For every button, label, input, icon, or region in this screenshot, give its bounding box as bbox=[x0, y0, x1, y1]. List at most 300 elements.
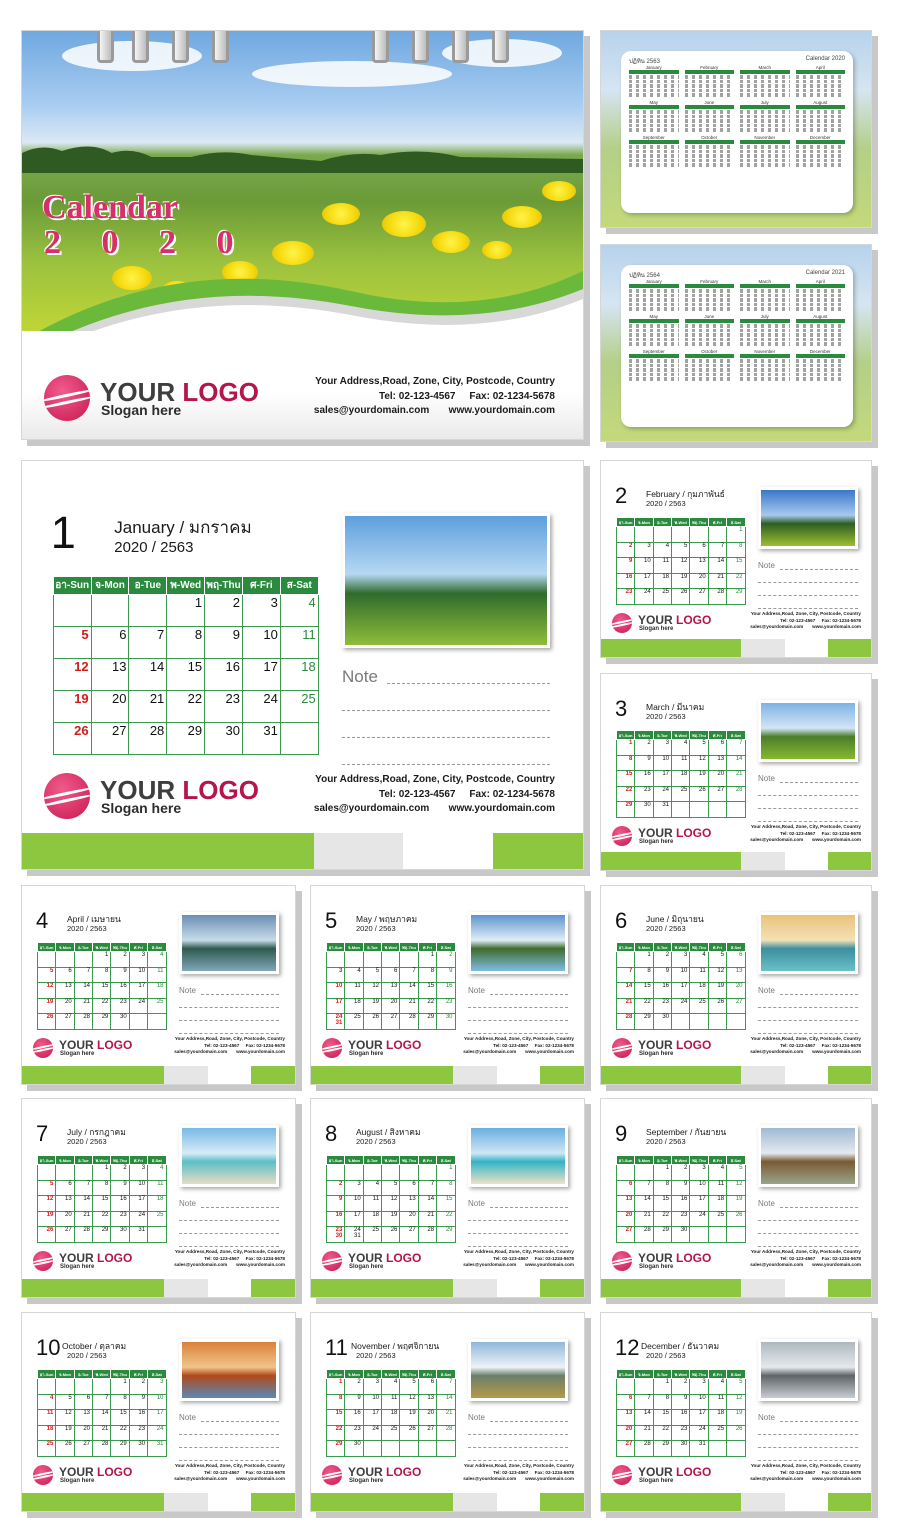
month-number: 10 bbox=[36, 1335, 61, 1360]
day-cell: 12 bbox=[38, 1196, 56, 1212]
footer-bar bbox=[311, 1493, 584, 1511]
weekday-header: พฤ-Thu bbox=[400, 1156, 418, 1165]
day-cell: 5 bbox=[38, 1180, 56, 1196]
day-cell: 15 bbox=[635, 983, 653, 999]
day-cell bbox=[708, 1227, 726, 1243]
day-cell: 6 bbox=[56, 1180, 74, 1196]
mini-month bbox=[740, 135, 790, 167]
mini-month-name: June bbox=[704, 99, 715, 105]
month-number: 1 bbox=[50, 507, 76, 559]
day-cell: 4 bbox=[363, 1180, 381, 1196]
month-title: December / ธันวาคม bbox=[641, 1341, 720, 1351]
day-cell bbox=[690, 802, 708, 818]
footer-bar-segment bbox=[251, 1493, 295, 1511]
year-card-2021 bbox=[600, 244, 872, 442]
weekday-header: พฤ-Thu bbox=[111, 1370, 129, 1379]
day-cell: 16 bbox=[327, 1211, 345, 1227]
weekday-header: อ-Tue bbox=[363, 943, 381, 952]
day-cell: 6 bbox=[74, 1394, 92, 1410]
day-cell: 8 bbox=[437, 1180, 455, 1196]
footer-bar bbox=[311, 1279, 584, 1297]
day-cell: 6 bbox=[56, 967, 74, 983]
day-cell bbox=[727, 1227, 745, 1243]
day-cell: 30 bbox=[345, 1441, 363, 1457]
mini-month bbox=[796, 349, 846, 381]
weekday-header: ส-Sat bbox=[437, 1370, 455, 1379]
day-cell: 18 bbox=[382, 1410, 400, 1426]
day-cell: 31 bbox=[129, 1227, 147, 1243]
contact-info: Your Address,Road, Zone, City, Postcode, Country Tel: 02-123-4567 Fax: 02-1234-5678 sales@yourdomain.com www.yourdomain.com bbox=[313, 376, 555, 416]
note-line bbox=[468, 1447, 568, 1448]
footer-bar-segment bbox=[22, 1066, 164, 1084]
footer-bar-segment bbox=[785, 1279, 828, 1297]
day-cell: 16 bbox=[672, 1410, 690, 1426]
note-line bbox=[468, 1460, 568, 1461]
contact-tel-fax: Tel: 02-123-4567 Fax: 02-1234-5678 bbox=[493, 1255, 574, 1261]
day-cell: 24 bbox=[690, 1425, 708, 1441]
day-cell: 15 bbox=[93, 983, 111, 999]
contact-address: Your Address,Road, Zone, City, Postcode, Country bbox=[463, 1036, 574, 1041]
day-cell: 11 bbox=[148, 967, 166, 983]
weekday-header: อ-Tue bbox=[129, 576, 167, 594]
day-cell: 13 bbox=[418, 1394, 436, 1410]
weekday-header: อ-Tue bbox=[653, 518, 671, 527]
day-cell: 5 bbox=[727, 1165, 745, 1181]
footer-bar-segment bbox=[785, 852, 828, 870]
day-cell: 8 bbox=[167, 626, 205, 658]
month-title: August / สิงหาคม bbox=[356, 1127, 421, 1137]
contact-email-web: sales@yourdomain.com www.yourdomain.com bbox=[174, 1476, 285, 1482]
weekday-header: ศ-Fri bbox=[242, 576, 280, 594]
day-cell: 18 bbox=[148, 983, 166, 999]
logo-your: YOUR bbox=[638, 613, 673, 627]
footer-bar-segment bbox=[741, 1493, 784, 1511]
day-cell: 9 bbox=[345, 1394, 363, 1410]
contact-email-web: sales@yourdomain.com www.yourdomain.com bbox=[750, 624, 861, 630]
day-cell: 10 bbox=[690, 1394, 708, 1410]
day-cell: 6 bbox=[708, 740, 726, 756]
day-cell bbox=[418, 1441, 436, 1457]
weekday-header: พฤ-Thu bbox=[111, 943, 129, 952]
day-cell: 21 bbox=[74, 1211, 92, 1227]
month-year: 2020 / 2563 bbox=[646, 499, 686, 508]
day-cell: 7 bbox=[617, 967, 635, 983]
day-cell: 3 bbox=[672, 952, 690, 968]
note-line bbox=[201, 994, 279, 995]
day-cell: 18 bbox=[708, 1196, 726, 1212]
weekday-header: จ-Mon bbox=[635, 518, 653, 527]
day-cell: 22 bbox=[327, 1425, 345, 1441]
day-cell: 16 bbox=[345, 1410, 363, 1426]
day-cell bbox=[672, 527, 690, 543]
note-label: Note bbox=[468, 1413, 485, 1422]
day-cell: 10 bbox=[148, 1394, 166, 1410]
note-label: Note bbox=[179, 986, 196, 995]
day-cell: 23 bbox=[111, 998, 129, 1014]
day-cell: 8 bbox=[635, 967, 653, 983]
mini-month-name: December bbox=[809, 348, 831, 354]
weekday-header: อ-Tue bbox=[653, 943, 671, 952]
day-cell bbox=[727, 1014, 745, 1030]
weekday-header: อ-Tue bbox=[653, 1370, 671, 1379]
day-cell: 5 bbox=[38, 967, 56, 983]
day-cell: 18 bbox=[280, 658, 318, 690]
day-cell: 13 bbox=[617, 1196, 635, 1212]
slogan: Slogan here bbox=[349, 1478, 384, 1484]
day-cell: 21 bbox=[635, 1425, 653, 1441]
weekday-header: พ-Wed bbox=[672, 518, 690, 527]
day-cell bbox=[617, 1165, 635, 1181]
weekday-header: ส-Sat bbox=[727, 518, 745, 527]
day-cell: 23 bbox=[635, 786, 653, 802]
day-cell: 26 bbox=[727, 1211, 745, 1227]
day-cell: 5 bbox=[690, 740, 708, 756]
slogan: Slogan here bbox=[639, 839, 674, 845]
day-cell: 5 bbox=[672, 542, 690, 558]
mini-month-name: November bbox=[754, 348, 776, 354]
weekday-header: อ-Tue bbox=[363, 1156, 381, 1165]
day-cell: 21 bbox=[400, 998, 418, 1014]
footer-bar-segment bbox=[164, 1493, 208, 1511]
weekday-header: พ-Wed bbox=[93, 943, 111, 952]
day-cell: 1 bbox=[327, 1379, 345, 1395]
note-line bbox=[201, 1421, 279, 1422]
logo-icon bbox=[44, 773, 90, 819]
day-cell: 7 bbox=[400, 967, 418, 983]
weekday-header: อา-Sun bbox=[617, 1370, 635, 1379]
day-cell: 1 bbox=[167, 594, 205, 626]
day-cell: 14 bbox=[617, 983, 635, 999]
mini-month-name: July bbox=[760, 99, 769, 105]
day-cell bbox=[690, 1227, 708, 1243]
footer-bar-segment bbox=[601, 1066, 741, 1084]
day-cell: 26 bbox=[38, 1227, 56, 1243]
binding-ring bbox=[372, 30, 389, 63]
contact-address: Your Address,Road, Zone, City, Postcode, Country bbox=[174, 1249, 285, 1254]
month-year: 2020 / 2563 bbox=[356, 1137, 396, 1146]
day-cell: 20 bbox=[690, 573, 708, 589]
day-cell bbox=[400, 952, 418, 968]
cover-title: Calendar bbox=[42, 189, 178, 226]
weekday-header: อา-Sun bbox=[38, 1156, 56, 1165]
day-cell: 2 bbox=[327, 1180, 345, 1196]
day-cell: 13 bbox=[74, 1410, 92, 1426]
note-line bbox=[342, 737, 550, 738]
logo-logo: LOGO bbox=[386, 1251, 422, 1265]
day-cell bbox=[382, 1165, 400, 1181]
day-cell: 3 bbox=[345, 1180, 363, 1196]
day-cell: 27 bbox=[91, 722, 129, 754]
day-cell: 19 bbox=[690, 771, 708, 787]
calendar-grid bbox=[326, 942, 456, 1030]
mini-month bbox=[685, 135, 735, 167]
logo-logo: LOGO bbox=[676, 613, 712, 627]
month-number: 11 bbox=[325, 1335, 348, 1360]
day-cell: 20 bbox=[708, 771, 726, 787]
month-number: 12 bbox=[615, 1335, 640, 1360]
contact-info bbox=[463, 1249, 574, 1269]
day-cell: 29 bbox=[727, 589, 745, 605]
day-cell: 26 bbox=[38, 1014, 56, 1030]
logo-logo: LOGO bbox=[676, 1251, 712, 1265]
month-card bbox=[310, 1312, 585, 1512]
day-cell: 13 bbox=[690, 558, 708, 574]
contact-address: Your Address,Road, Zone, City, Postcode, Country bbox=[750, 824, 861, 829]
logo-logo: LOGO bbox=[386, 1038, 422, 1052]
binding-ring bbox=[212, 30, 229, 63]
day-cell bbox=[617, 1379, 635, 1395]
day-cell: 16 bbox=[437, 983, 455, 999]
day-cell: 7 bbox=[93, 1394, 111, 1410]
day-cell: 19 bbox=[672, 573, 690, 589]
footer-bar-segment bbox=[497, 1493, 541, 1511]
day-cell: 15 bbox=[167, 658, 205, 690]
footer-bar-segment bbox=[493, 833, 583, 869]
day-cell: 15 bbox=[418, 983, 436, 999]
weekday-header: ส-Sat bbox=[148, 943, 166, 952]
mini-month-name: September bbox=[642, 348, 665, 354]
note-line bbox=[179, 1460, 279, 1461]
day-cell: 15 bbox=[653, 1196, 671, 1212]
binding-ring bbox=[132, 30, 149, 63]
day-cell: 13 bbox=[400, 1196, 418, 1212]
day-cell: 18 bbox=[363, 1211, 381, 1227]
day-cell bbox=[672, 1014, 690, 1030]
day-cell: 23 bbox=[653, 998, 671, 1014]
contact-info bbox=[314, 773, 555, 817]
day-cell: 12 bbox=[363, 983, 381, 999]
footer-bar bbox=[601, 639, 871, 657]
day-cell bbox=[690, 527, 708, 543]
day-cell: 2 bbox=[672, 1165, 690, 1181]
day-cell: 10 bbox=[327, 983, 345, 999]
calendar-grid bbox=[53, 576, 319, 755]
day-cell: 11 bbox=[363, 1196, 381, 1212]
calendar-grid bbox=[37, 942, 167, 1030]
day-cell: 28 bbox=[74, 1227, 92, 1243]
contact-tel-fax: Tel: 02-123-4567 Fax: 02-1234-5678 bbox=[780, 1042, 861, 1048]
day-cell bbox=[727, 1441, 745, 1457]
month-title: July / กรกฎาคม bbox=[67, 1127, 126, 1137]
day-cell: 21 bbox=[727, 771, 745, 787]
day-cell: 18 bbox=[38, 1425, 56, 1441]
footer-bar-segment bbox=[251, 1066, 295, 1084]
footer-bar-segment bbox=[311, 1279, 453, 1297]
note-line bbox=[758, 795, 858, 796]
mini-month bbox=[685, 349, 735, 381]
day-cell bbox=[129, 594, 167, 626]
day-cell: 27 bbox=[418, 1425, 436, 1441]
day-cell: 26 bbox=[382, 1227, 400, 1243]
day-cell: 11 bbox=[708, 1180, 726, 1196]
day-cell: 17 bbox=[635, 573, 653, 589]
day-cell bbox=[327, 1165, 345, 1181]
weekday-header: ส-Sat bbox=[437, 943, 455, 952]
day-cell: 7 bbox=[635, 1394, 653, 1410]
day-cell bbox=[363, 1441, 381, 1457]
note-line bbox=[342, 710, 550, 711]
month-number: 9 bbox=[615, 1121, 628, 1146]
logo-your: YOUR bbox=[638, 826, 673, 840]
logo-icon bbox=[33, 1465, 53, 1485]
day-cell: 22 bbox=[653, 1211, 671, 1227]
day-cell: 4 bbox=[148, 952, 166, 968]
day-cell bbox=[437, 1441, 455, 1457]
note-label: Note bbox=[758, 986, 775, 995]
mini-month-name: May bbox=[649, 99, 658, 105]
day-cell: 28 bbox=[708, 589, 726, 605]
weekday-header: ส-Sat bbox=[437, 1156, 455, 1165]
day-cell: 1 bbox=[418, 952, 436, 968]
note-line bbox=[468, 1020, 568, 1021]
contact-tel-fax: Tel: 02-123-4567 Fax: 02-1234-5678 bbox=[780, 830, 861, 836]
month-year: 2020 / 2563 bbox=[646, 712, 686, 721]
day-cell: 2 bbox=[111, 952, 129, 968]
day-cell bbox=[708, 1441, 726, 1457]
day-cell: 10 bbox=[653, 755, 671, 771]
contact-address: Your Address,Road, Zone, City, Postcode, Country bbox=[750, 611, 861, 616]
note-label: Note bbox=[468, 986, 485, 995]
day-cell: 3 bbox=[148, 1379, 166, 1395]
day-cell: 24 bbox=[129, 1211, 147, 1227]
day-cell bbox=[74, 952, 92, 968]
binding-ring bbox=[172, 30, 189, 63]
logo-logo: LOGO bbox=[97, 1251, 133, 1265]
day-cell: 8 bbox=[418, 967, 436, 983]
footer-bar-segment bbox=[601, 1493, 741, 1511]
note-label: Note bbox=[758, 1199, 775, 1208]
slogan: Slogan here bbox=[639, 1264, 674, 1270]
weekday-header: ศ-Fri bbox=[708, 731, 726, 740]
month-photo bbox=[179, 1125, 279, 1187]
day-cell bbox=[690, 1014, 708, 1030]
logo-text bbox=[638, 1465, 711, 1479]
footer-bar-segment bbox=[22, 1279, 164, 1297]
note-line bbox=[758, 1033, 858, 1034]
note-line bbox=[758, 1233, 858, 1234]
weekday-header: พฤ-Thu bbox=[205, 576, 243, 594]
day-cell: 25 bbox=[345, 1014, 363, 1030]
day-cell: 20 bbox=[56, 1211, 74, 1227]
year-label-en: Calendar 2021 bbox=[805, 270, 845, 276]
month-title: April / เมษายน bbox=[67, 914, 121, 924]
mini-month bbox=[740, 314, 790, 346]
note-line bbox=[758, 1007, 858, 1008]
mini-month bbox=[629, 279, 679, 311]
weekday-header: จ-Mon bbox=[56, 1370, 74, 1379]
contact-tel-fax: Tel: 02-123-4567 Fax: 02-1234-5678 bbox=[378, 788, 555, 800]
day-cell: 29 bbox=[617, 802, 635, 818]
logo-text bbox=[348, 1465, 421, 1479]
day-cell: 13 bbox=[56, 1196, 74, 1212]
day-cell: 20 bbox=[91, 690, 129, 722]
day-cell: 29 bbox=[167, 722, 205, 754]
mini-month-grid bbox=[629, 65, 845, 167]
slogan: Slogan here bbox=[639, 1478, 674, 1484]
day-cell: 12 bbox=[672, 558, 690, 574]
slogan: Slogan here bbox=[101, 402, 182, 418]
day-cell bbox=[653, 527, 671, 543]
day-cell bbox=[93, 1379, 111, 1395]
weekday-header: ศ-Fri bbox=[129, 1370, 147, 1379]
day-cell: 29 bbox=[111, 1441, 129, 1457]
day-cell: 27 bbox=[382, 1014, 400, 1030]
day-cell: 14 bbox=[437, 1394, 455, 1410]
logo-icon bbox=[33, 1038, 53, 1058]
logo-logo: LOGO bbox=[676, 826, 712, 840]
day-cell: 26 bbox=[727, 1425, 745, 1441]
day-cell: 29 bbox=[653, 1441, 671, 1457]
weekday-header: อา-Sun bbox=[38, 943, 56, 952]
day-cell: 27 bbox=[617, 1441, 635, 1457]
mini-month-grid bbox=[629, 279, 845, 381]
weekday-header: จ-Mon bbox=[345, 943, 363, 952]
day-cell: 23 bbox=[129, 1425, 147, 1441]
day-cell: 27 bbox=[708, 786, 726, 802]
day-cell: 5 bbox=[727, 1379, 745, 1395]
calendar-grid bbox=[326, 1155, 456, 1243]
day-cell: 14 bbox=[635, 1196, 653, 1212]
weekday-header: พฤ-Thu bbox=[690, 943, 708, 952]
contact-tel-fax: Tel: 02-123-4567 Fax: 02-1234-5678 bbox=[204, 1469, 285, 1475]
month-card bbox=[600, 1312, 872, 1512]
contact-email-web: sales@yourdomain.com www.yourdomain.com bbox=[750, 1476, 861, 1482]
day-cell: 14 bbox=[129, 658, 167, 690]
day-cell: 27 bbox=[74, 1441, 92, 1457]
day-cell: 5 bbox=[382, 1180, 400, 1196]
day-cell: 25 bbox=[690, 998, 708, 1014]
mini-month bbox=[685, 65, 735, 97]
logo-text bbox=[638, 1251, 711, 1265]
day-cell: 7 bbox=[74, 1180, 92, 1196]
day-cell: 13 bbox=[382, 983, 400, 999]
contact-tel-fax: Tel: 02-123-4567 Fax: 02-1234-5678 bbox=[780, 1255, 861, 1261]
weekday-header: จ-Mon bbox=[91, 576, 129, 594]
day-cell bbox=[56, 952, 74, 968]
day-cell bbox=[617, 952, 635, 968]
note-line bbox=[758, 595, 858, 596]
day-cell: 15 bbox=[93, 1196, 111, 1212]
day-cell: 15 bbox=[111, 1410, 129, 1426]
day-cell bbox=[363, 1165, 381, 1181]
month-title: February / กุมภาพันธ์ bbox=[646, 489, 725, 499]
weekday-header: อา-Sun bbox=[327, 1156, 345, 1165]
month-number: 6 bbox=[615, 908, 628, 933]
day-cell: 24 bbox=[129, 998, 147, 1014]
slogan: Slogan here bbox=[60, 1478, 95, 1484]
logo-your: YOUR bbox=[59, 1038, 94, 1052]
day-cell: 21 bbox=[635, 1211, 653, 1227]
day-cell: 4 bbox=[690, 952, 708, 968]
day-cell: 3 bbox=[653, 740, 671, 756]
logo-icon bbox=[612, 613, 632, 633]
day-cell bbox=[418, 1165, 436, 1181]
mini-month-name: February bbox=[700, 279, 719, 284]
contact-info bbox=[174, 1036, 285, 1056]
mini-month bbox=[685, 314, 735, 346]
day-cell bbox=[400, 1441, 418, 1457]
contact-address: Your Address,Road, Zone, City, Postcode, Country bbox=[315, 774, 555, 785]
month-title: May / พฤษภาคม bbox=[356, 914, 418, 924]
contact-address: Your Address,Road, Zone, City, Postcode, Country bbox=[750, 1463, 861, 1468]
day-cell bbox=[91, 594, 129, 626]
logo-icon bbox=[612, 1465, 632, 1485]
day-cell: 8 bbox=[93, 967, 111, 983]
note-line bbox=[468, 1246, 568, 1247]
day-cell: 19 bbox=[400, 1410, 418, 1426]
day-cell: 31 bbox=[653, 802, 671, 818]
day-cell: 22 bbox=[635, 998, 653, 1014]
